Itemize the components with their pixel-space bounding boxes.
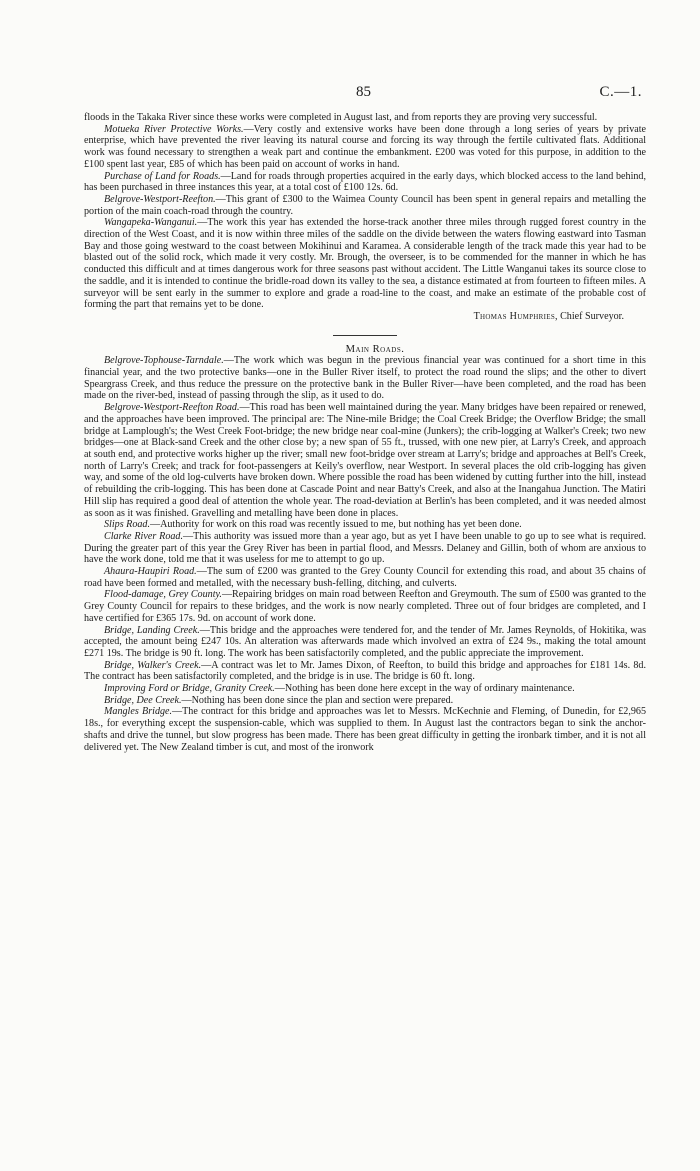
- paragraph-text: —This authority was issued more than a year ago, but as yet I have been unable to go up to see what is required. During the greater part of this year the Grey River has been in partial flood, and Messrs. Delaney and Gillin, both of whom are anxious to have the work done, told me that it was useless for me to attempt to go up.: [84, 530, 646, 566]
- paragraph-heading: Mangles Bridge.: [104, 706, 173, 718]
- paragraph-text: —This bridge and the approaches were tendered for, and the tender of Mr. James Reynolds, of Hokitika, was accepted, the amount being £247 10s. An alteration was afterwards made which involved an extra of £24 9s., making the total amount £271 19s. The bridge is 90 ft. long. The work has been satisfactorily completed, and the public appreciate the improvement.: [84, 624, 646, 659]
- document-reference: C.—1.: [599, 84, 642, 100]
- paragraph-text: —Repairing bridges on main road between Reefton and Greymouth. The sum of £500 was granted to the Grey County Council for repairs to these bridges, and the work is now nearly completed. Three out of four bridges are completed, and I have certified for £365 17s. 9d. on account of work done.: [84, 589, 646, 624]
- continued-paragraph: floods in the Takaka River since these works were completed in August last, and from reports they are proving very successful.: [84, 112, 598, 123]
- body-text: [84, 112, 646, 753]
- paragraph-clarke-river-road: [84, 531, 646, 566]
- paragraph-bridge-landing-creek: [84, 625, 646, 660]
- paragraph-heading: Improving Ford or Bridge, Granity Creek.: [104, 683, 275, 695]
- paragraph-heading: Motueka River Protective Works.: [104, 123, 244, 135]
- paragraph-heading: Bridge, Walker's Creek.: [104, 659, 202, 671]
- paragraph-bridge-walkers-creek: [84, 660, 646, 683]
- page-header: [0, 84, 700, 106]
- paragraph-heading: Slips Road.: [104, 519, 150, 531]
- paragraph-heading: Wangapeka-Wanganui.: [104, 217, 198, 229]
- signature-line: [84, 311, 646, 323]
- paragraph-heading: Flood-damage, Grey County.: [104, 589, 222, 601]
- paragraph-text: —Very costly and extensive works have been done through a long series of years by private enterprise, which have prevented the river leaving its natural course and forcing its way through the fertile cultivated flats. Additional work was found necessary to strengthen a weak part and continue the embankment. £200 was voted for this purpose, in addition to the £100 spent last year, £85 of which has been paid on account of works in hand.: [84, 123, 647, 170]
- paragraph-heading: Belgrove-Westport-Reefton.: [104, 193, 216, 205]
- paragraph-belgrove-tophouse-tarndale: [84, 355, 646, 402]
- section-divider: [333, 335, 397, 336]
- paragraph-group-a: [84, 124, 646, 311]
- paragraph-text: —The sum of £200 was granted to the Grey County Council for extending this road, and about 35 chains of road have been formed and metalled, with the necessary bush-felling, ditching, and culverts.: [84, 566, 646, 589]
- paragraph-belgrove-westport-reefton-road: [84, 402, 646, 519]
- paragraph-purchase-of-land: [84, 171, 646, 194]
- paragraph-belgrove-westport-reefton: [84, 194, 646, 217]
- paragraph-text: —The contract for this bridge and approaches was let to Messrs. McKechnie and Fleming, of Dunedin, for £2,965 18s., for everything except the suspension-cable, which was supplied to them. In August last the contractors began to sink the anchor-shafts and drive the tunnel, but slow progress has been made. There has been great difficulty in getting the ironbark timber, and it is not all delivered yet. The New Zealand timber is cut, and most of the ironwork: [84, 706, 647, 753]
- paragraph-text: —Nothing has been done since the plan and section were prepared.: [181, 694, 454, 706]
- paragraph-flood-damage-grey-county: [84, 589, 646, 624]
- paragraph-heading: Belgrove-Westport-Reefton Road.: [104, 402, 240, 414]
- paragraph-mangles-bridge: [84, 706, 646, 753]
- paragraph-heading: Purchase of Land for Roads.: [104, 170, 221, 182]
- paragraph-text: —The work which was begun in the previous financial year was continued for a short time in this financial year, and the two protective banks—one in the Buller River itself, to protect the road round the slips; and the other to divert Speargrass Creek, and thus reduce the pressure on the protective bank in the Buller River—have been completed, and the road has been made on the river-bed, instead of passing through the slip, as it used to do.: [84, 355, 646, 402]
- page-number: 85: [356, 84, 371, 100]
- paragraph-text: —This road has been well maintained during the year. Many bridges have been repaired or renewed, and the approaches have been improved. The principal are: The Nine-mile Bridge; the Coal Creek Bridge; the Overflow Bridge; the small bridge at Lamplough's; the West Creek Foot-bridge; the new bridge near coal-mine (Junkers); the crib-logging at Walker's Creek; two new bridges—one at Black-sand Creek and the other close by; a new span of 55 ft., trussed, with one new pier, at Larry's Creek, and approach at south end, and protective works higher up the river; small new foot-bridge over stream at Larry's; bridge and approaches at Bell's Creek, north of Larry's Creek; and track for foot-passengers at Keily's overflow, near Westport. In several places the old crib-logging has given way, and some of the old log-culverts have broken down. Where possible the road has been widened by cutting further into the hill, instead of rebuilding the crib-logging. This has been done at Cascade Point and near Batty's Creek, and also at the Inangahua Junction. The Matiri Hill slip has required a good deal of attention the whole year. The road-deviation at Berlin's has been completed, and it was needed almost as soon as it was finished. Gravelling and metalling have been done in places.: [84, 402, 646, 519]
- signatory-name: Thomas Humphries: [473, 310, 556, 322]
- paragraph-granity-creek: [84, 683, 646, 695]
- paragraph-heading: Belgrove-Tophouse-Tarndale.: [104, 355, 224, 367]
- paragraph-bridge-dee-creek: [84, 695, 646, 707]
- paragraph-heading: Ahaura-Haupiri Road.: [104, 566, 197, 578]
- paragraph-heading: Clarke River Road.: [104, 530, 184, 542]
- paragraph-text: —A contract was let to Mr. James Dixon, of Reefton, to build this bridge and approaches for £181 14s. 8d. The contract has been satisfactorily completed, and the bridge is in use. The bridge is 60 ft. long.: [84, 659, 646, 683]
- paragraph-text: —Nothing has been done here except in the way of ordinary maintenance.: [274, 683, 575, 695]
- paragraph-text: —This grant of £300 to the Waimea County Council has been spent in general repairs and metalling the portion of the main coach-road through the country.: [84, 193, 646, 217]
- section-title: Main Roads.: [345, 343, 405, 355]
- paragraph-heading: Bridge, Landing Creek.: [104, 624, 200, 636]
- paragraph-motueka-river: [84, 124, 646, 171]
- signatory-title: , Chief Surveyor.: [555, 310, 624, 322]
- paragraph-wangapeka-wanganui: [84, 217, 646, 311]
- paragraph-heading: Bridge, Dee Creek.: [104, 694, 182, 706]
- paragraph-text: —The work this year has extended the horse-track another three miles through rugged forest country in the direction of the West Coast, and it is now within three miles of the saddle on the divide between the waters flowing eastward into Tasman Bay and those going westward to the coast between Mokihinui and Karamea. A considerable length of the track made this year had to be blasted out of the solid rock, which made it very costly. Mr. Brough, the overseer, is to be commended for the manner in which he has conducted this difficult and at times dangerous work for three seasons past without accident. The Little Wanganui takes its source close to the saddle, and it is intended to continue the bridle-road down its valley to the sea, a distance estimated at from fourteen to fifteen miles. A surveyor will be sent early in the summer to explore and grade a road-line to the coast, and make an estimate of the probable cost of forming the part that remains yet to be done.: [84, 217, 646, 311]
- paragraph-ahaura-haupiri-road: [84, 566, 646, 589]
- paragraph-group-b: [84, 355, 646, 753]
- paragraph-text: —Authority for work on this road was recently issued to me, but nothing has yet been done.: [149, 519, 522, 531]
- paragraph-slips-road: [84, 519, 646, 531]
- paragraph-text: —Land for roads through properties acquired in the early days, which blocked access to the land behind, has been purchased in three instances this year, at a total cost of £100 12s. 6d.: [84, 170, 646, 194]
